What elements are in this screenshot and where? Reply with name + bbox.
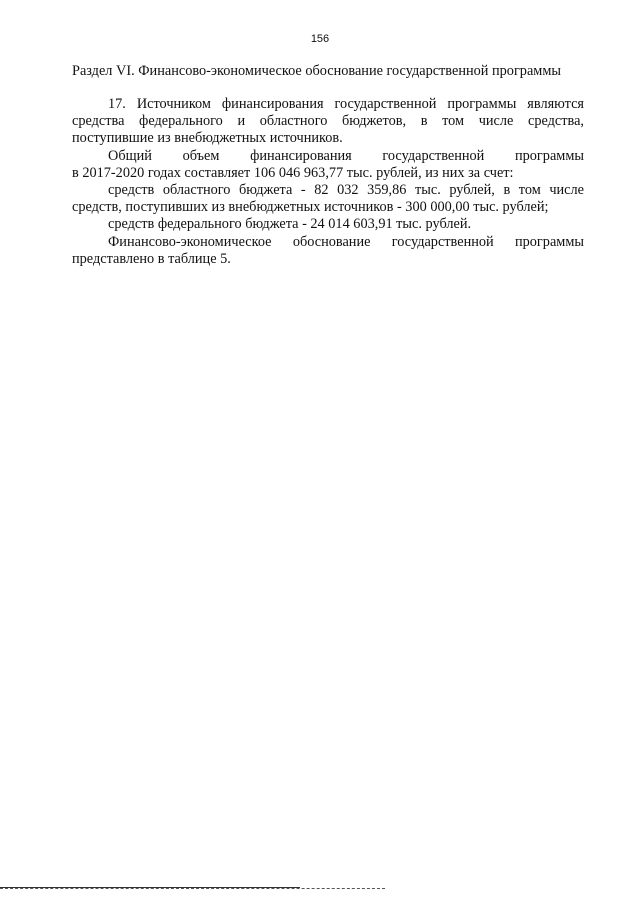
text-line: Общий объем финансирования государственной программы (108, 147, 584, 164)
text-line: средств областного бюджета - 82 032 359,86 тыс. рублей, в том числе (108, 182, 584, 199)
text-line: поступившие из внебюджетных источников. (72, 130, 343, 147)
paragraph-regional-budget (72, 182, 584, 216)
bottom-rule-dashed (0, 888, 385, 889)
paragraph-funding-sources (72, 96, 584, 148)
text-line: в 2017-2020 годах составляет 106 046 963,77 тыс. рублей, из них за счет: (72, 164, 514, 181)
paragraph-federal-budget (72, 216, 584, 233)
section-title: Раздел VI. Финансово-экономическое обоснование государственной программы (72, 63, 562, 79)
text-line: представлено в таблице 5. (72, 250, 231, 267)
text-line: средств, поступивших из внебюджетных источников - 300 000,00 тыс. рублей; (72, 199, 549, 216)
text-line: средства федерального и областного бюджетов, в том числе средства, (72, 113, 584, 130)
text-line: Финансово-экономическое обоснование государственной программы (108, 233, 584, 250)
text-line: средств федерального бюджета - 24 014 603,91 тыс. рублей. (108, 216, 472, 233)
text-line: 17. Источником финансирования государственной программы являются (108, 96, 584, 112)
paragraph-total-funding (72, 148, 584, 182)
page-number: 156 (310, 33, 330, 45)
paragraph-table-reference (72, 234, 584, 268)
body-text (72, 96, 584, 268)
